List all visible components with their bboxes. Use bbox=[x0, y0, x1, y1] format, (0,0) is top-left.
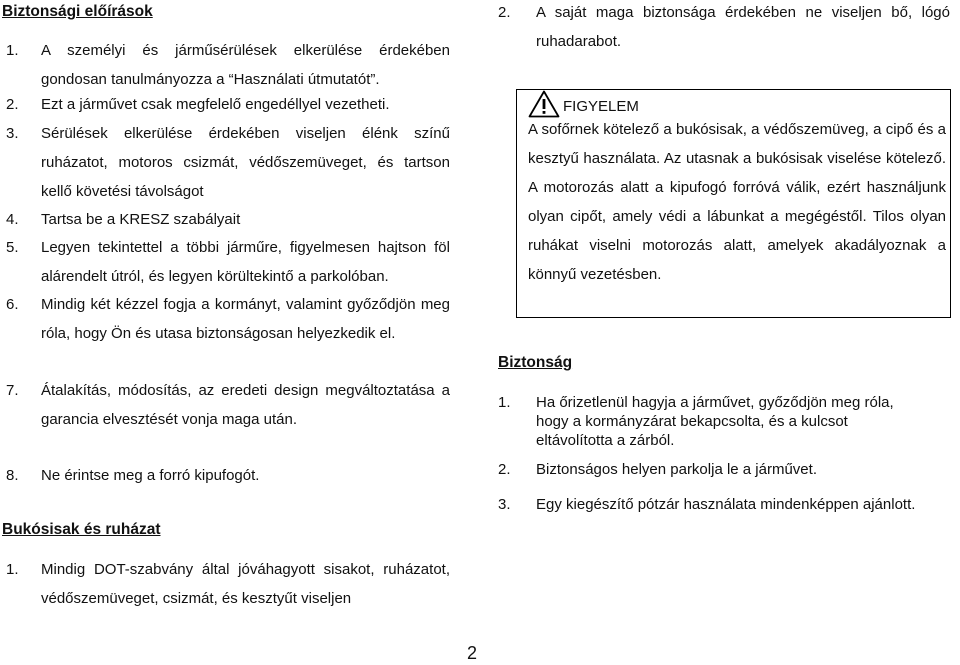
list-text: Mindig két kézzel fogja a kormányt, valamint győződjön meg róla, hogy Ön és utasa biztonságosan helyezkedik el. bbox=[41, 296, 450, 342]
list-item bbox=[498, 393, 918, 450]
list-item bbox=[6, 290, 450, 348]
list-item bbox=[6, 233, 450, 291]
list-item bbox=[6, 461, 450, 490]
list-item bbox=[6, 90, 450, 119]
list-text: Ne érintse meg a forró kipufogót. bbox=[41, 467, 260, 484]
list-item bbox=[498, 460, 918, 479]
list-text: Tartsa be a KRESZ szabályait bbox=[41, 211, 241, 228]
list-number: 5. bbox=[6, 239, 19, 256]
list-item bbox=[6, 376, 450, 434]
list-text: Ha őrizetlenül hagyja a járművet, győződjön meg róla, hogy a kormányzárat bekapcsolta, és a kulcsot eltávolította a zárból. bbox=[536, 394, 894, 449]
list-item bbox=[6, 205, 450, 234]
list-number: 4. bbox=[6, 211, 19, 228]
list-text: Ezt a járművet csak megfelelő engedéllyel vezetheti. bbox=[41, 96, 390, 113]
list-text: A személyi és járműsérülések elkerülése érdekében gondosan tanulmányozza a “Használati útmutatót”. bbox=[41, 42, 450, 88]
list-number: 8. bbox=[6, 467, 19, 484]
warning-title: FIGYELEM bbox=[563, 98, 639, 115]
warning-triangle-icon bbox=[528, 90, 560, 118]
section-heading-helmet-clothing: Bukósisak és ruházat bbox=[2, 521, 161, 538]
list-item bbox=[6, 36, 450, 94]
list-number: 1. bbox=[498, 394, 511, 411]
list-number: 2. bbox=[498, 4, 511, 21]
list-text: Legyen tekintettel a többi járműre, figyelmesen hajtson föl alárendelt útról, és legyen körültekintő a parkolóban. bbox=[41, 239, 450, 285]
list-number: 1. bbox=[6, 561, 19, 578]
list-number: 2. bbox=[498, 461, 511, 478]
list-number: 7. bbox=[6, 382, 19, 399]
list-item bbox=[6, 555, 450, 613]
list-text: Átalakítás, módosítás, az eredeti design megváltoztatása a garancia elvesztését vonja maga után. bbox=[41, 382, 450, 428]
list-text: Biztonságos helyen parkolja le a járművet. bbox=[536, 461, 817, 478]
list-item bbox=[6, 119, 450, 206]
list-text: Egy kiegészítő pótzár használata mindenképpen ajánlott. bbox=[536, 496, 916, 513]
section-heading-security: Biztonság bbox=[498, 354, 573, 371]
list-item bbox=[498, 495, 918, 514]
list-text: A saját maga biztonsága érdekében ne viseljen bő, lógó ruhadarabot. bbox=[536, 4, 950, 50]
list-number: 3. bbox=[498, 496, 511, 513]
list-number: 1. bbox=[6, 42, 19, 59]
list-number: 6. bbox=[6, 296, 19, 313]
list-text: Mindig DOT-szabvány által jóváhagyott sisakot, ruházatot, védőszemüveget, csizmát, és kesztyűt viseljen bbox=[41, 561, 450, 607]
list-number: 3. bbox=[6, 125, 19, 142]
list-text: Sérülések elkerülése érdekében viseljen élénk színű ruházatot, motoros csizmát, védőszemüveget, és tartson kellő követési távolságot bbox=[41, 125, 450, 200]
page-number: 2 bbox=[467, 643, 478, 663]
list-item bbox=[498, 0, 950, 56]
warning-text: A sofőrnek kötelező a bukósisak, a védőszemüveg, a cipő és a kesztyű használata. Az utasnak a bukósisak viselése kötelező. A motorozás alatt a kipufogó forróvá válik, ezért használjunk olyan cipőt, amely védi a lábunkat a megégéstől. Tilos olyan ruhákat viselni motorozás alatt, amelyek akadályoznak a könnyű vezetésben. bbox=[528, 121, 946, 283]
section-heading-safety-rules: Biztonsági előírások bbox=[2, 3, 153, 20]
list-number: 2. bbox=[6, 96, 19, 113]
